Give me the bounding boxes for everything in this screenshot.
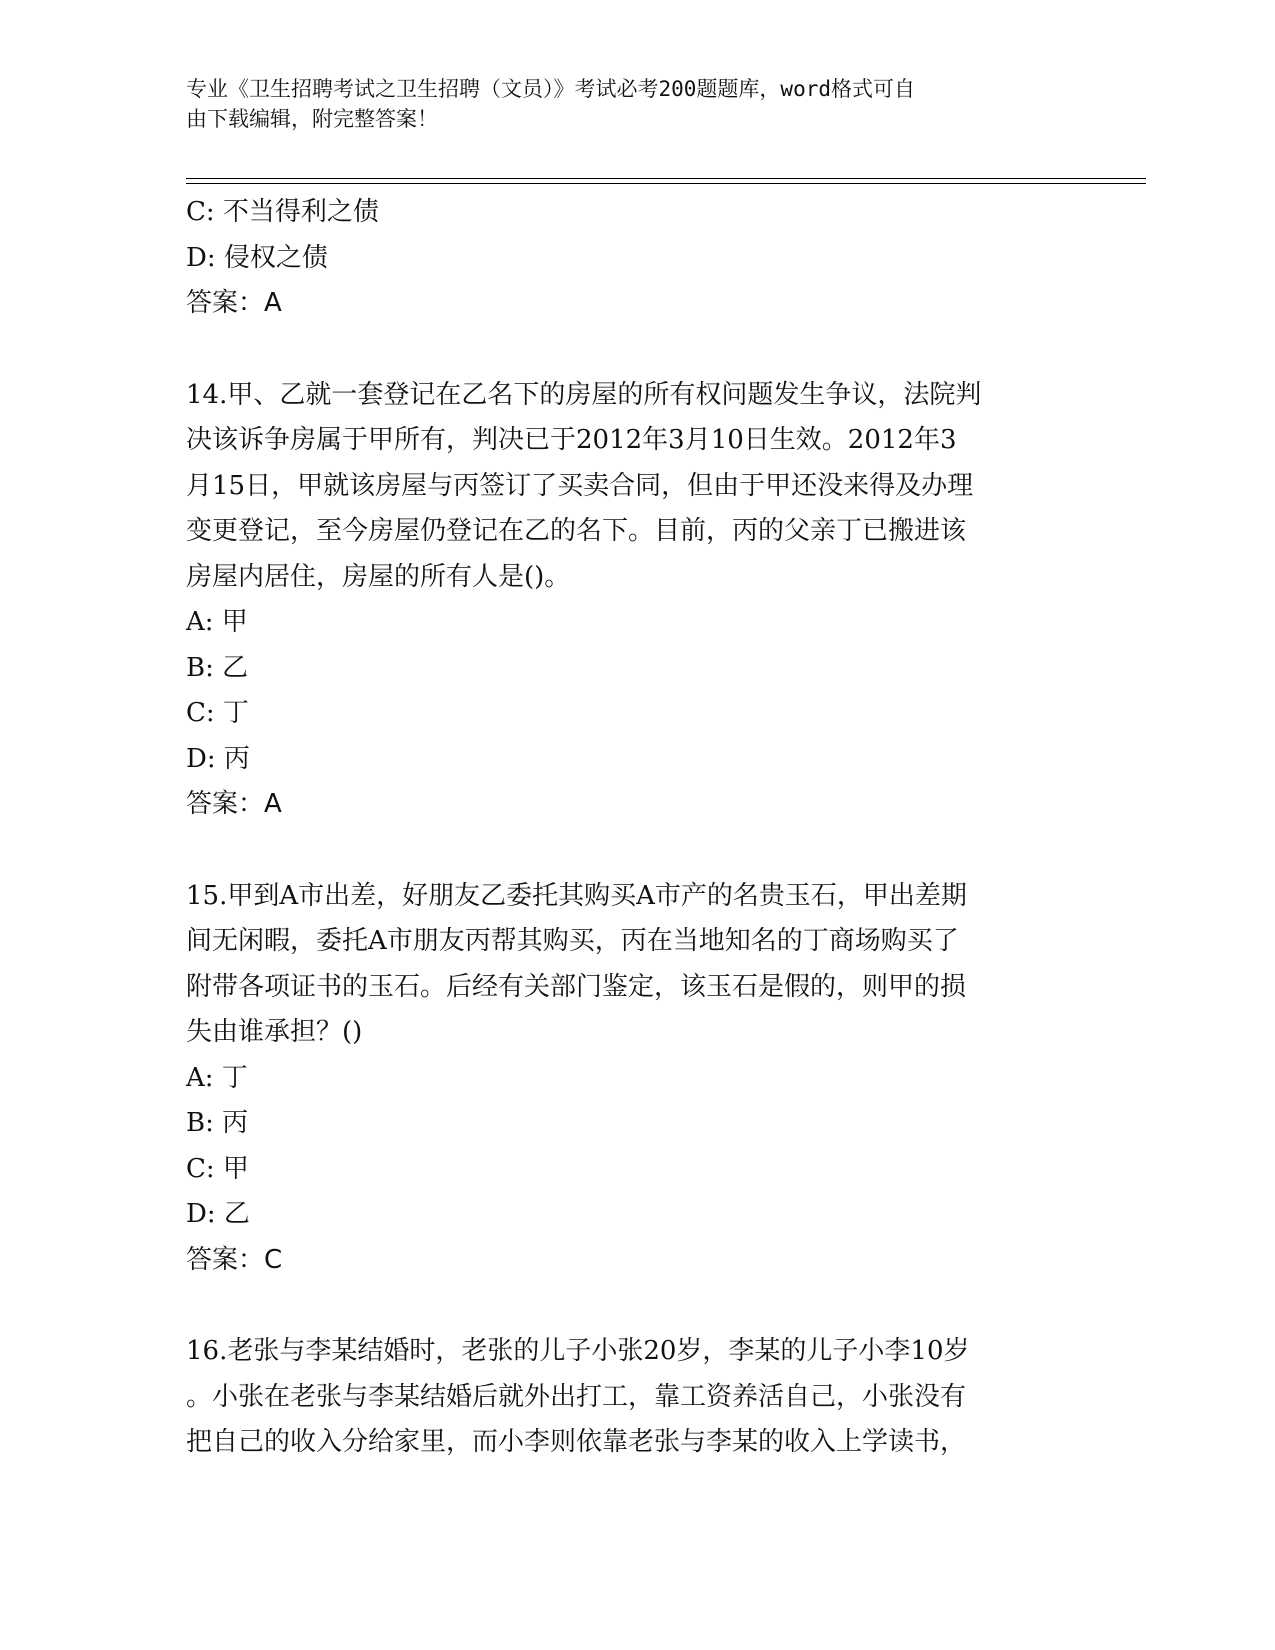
question-13-tail [186, 190, 1066, 327]
document-header [186, 74, 1066, 134]
question-text-line: 14.甲、乙就一套登记在乙名下的房屋的所有权问题发生争议，法院判 [186, 379, 982, 410]
option-d: D: 乙 [186, 1199, 250, 1229]
header-divider-top [186, 178, 1146, 179]
option-c: C: 不当得利之债 [186, 197, 379, 227]
question-text-line: 附带各项证书的玉石。后经有关部门鉴定，该玉石是假的，则甲的损 [186, 971, 967, 1002]
question-text-line: 失由谁承担？() [186, 1017, 363, 1047]
question-15 [186, 874, 1066, 1284]
question-16 [186, 1329, 1066, 1466]
answer: 答案：A [186, 789, 282, 819]
option-d: D: 丙 [186, 743, 250, 774]
option-c: C: 甲 [186, 1153, 249, 1184]
option-a: A: 甲 [186, 607, 248, 637]
header-divider-bottom [186, 183, 1146, 184]
question-text-line: 月15日，甲就该房屋与丙签订了买卖合同，但由于甲还没来得及办理 [186, 470, 974, 501]
question-text-line: 把自己的收入分给家里，而小李则依靠老张与李某的收入上学读书， [186, 1427, 967, 1457]
question-14 [186, 373, 1066, 828]
spacer [186, 828, 1066, 874]
document-body [186, 190, 1066, 1466]
question-text-line: 房屋内居住，房屋的所有人是()。 [186, 561, 571, 592]
question-text-line: 变更登记，至今房屋仍登记在乙的名下。目前，丙的父亲丁已搬进该 [186, 516, 967, 546]
question-text-line: 15.甲到A市出差，好朋友乙委托其购买A市产的名贵玉石，甲出差期 [186, 880, 967, 911]
question-text-line: 16.老张与李某结婚时，老张的儿子小张20岁，李某的儿子小李10岁 [186, 1336, 970, 1366]
option-b: B: 乙 [186, 652, 249, 683]
header-line-2: 由下载编辑，附完整答案！ [186, 107, 438, 131]
answer: 答案：A [186, 288, 282, 318]
header-line-1: 专业《卫生招聘考试之卫生招聘（文员）》考试必考200题题库，word格式可自 [186, 77, 915, 101]
option-c: C: 丁 [186, 698, 249, 728]
spacer [186, 327, 1066, 373]
question-text-line: 决该诉争房属于甲所有，判决已于2012年3月10日生效。2012年3 [186, 425, 957, 455]
option-d: D: 侵权之债 [186, 242, 328, 273]
option-a: A: 丁 [186, 1062, 248, 1093]
answer: 答案：C [186, 1244, 283, 1275]
spacer [186, 1283, 1066, 1329]
option-b: B: 丙 [186, 1108, 249, 1138]
question-text-line: 。小张在老张与李某结婚后就外出打工，靠工资养活自己，小张没有 [186, 1381, 967, 1412]
question-text-line: 间无闲暇，委托A市朋友丙帮其购买，丙在当地知名的丁商场购买了 [186, 926, 959, 956]
